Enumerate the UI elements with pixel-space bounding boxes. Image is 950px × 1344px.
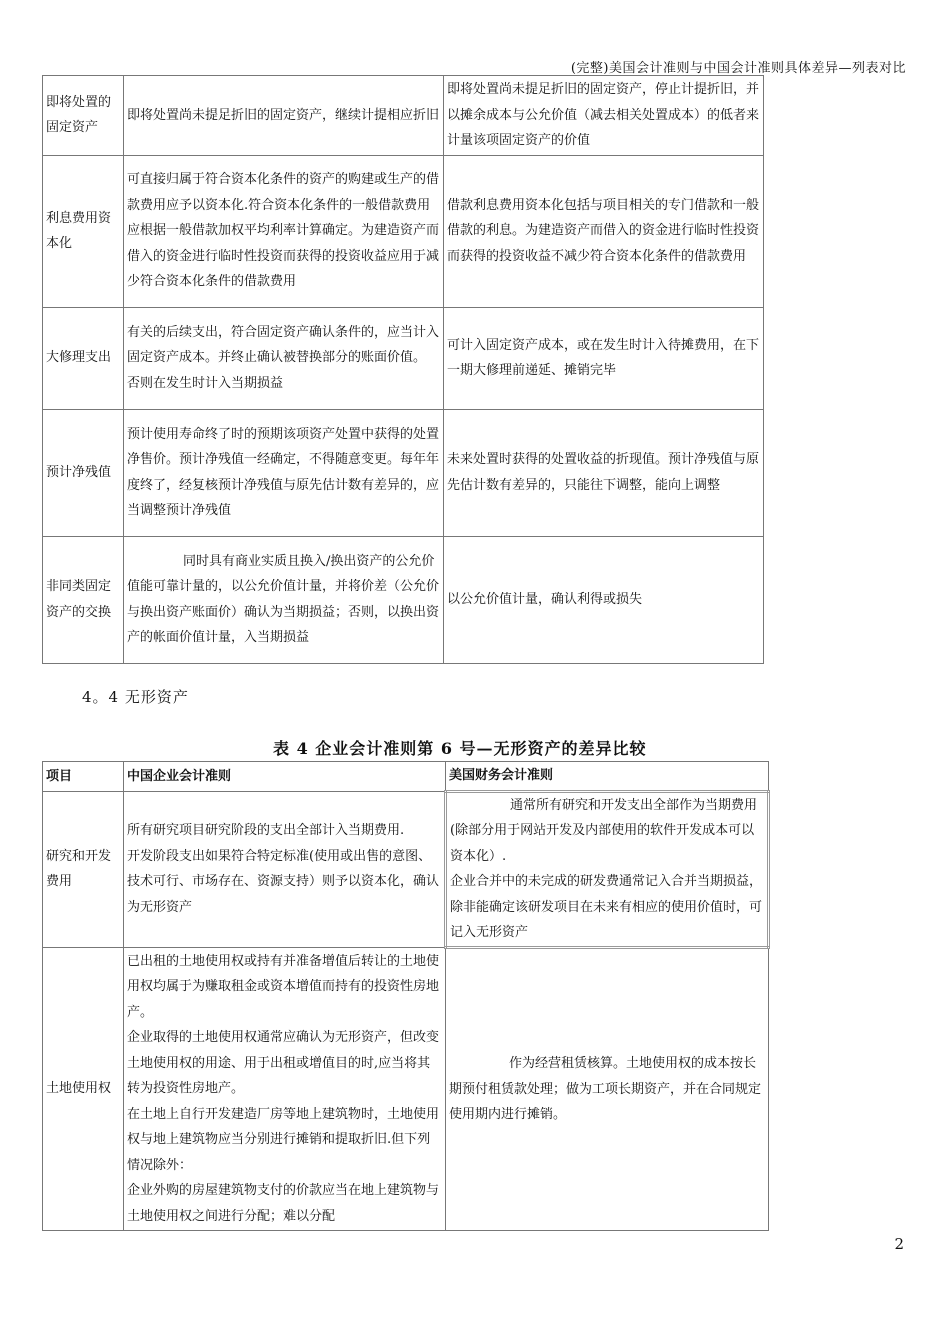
cn-paragraph: 否则在发生时计入当期损益 xyxy=(127,375,284,391)
cn-paragraph: 在土地上自行开发建造厂房等地上建筑物时，土地使用权与地上建筑物应当分别进行摊销和提取折旧.但下列情况除外： xyxy=(127,1106,440,1173)
running-title: (完整)美国会计准则与中国会计准则具体差异—列表对比 xyxy=(570,61,906,76)
cn-paragraph: 所有研究项目研究阶段的支出全部计入当期费用. xyxy=(127,823,405,838)
table-row xyxy=(43,155,764,307)
cn-paragraph: 企业取得的土地使用权通常应确认为无形资产，但改变土地使用权的用途、用于出租或增值目的时,应当将其转为投资性房地产。 xyxy=(127,1030,440,1096)
column-header-item: 项目 xyxy=(43,762,124,792)
table-row xyxy=(43,307,764,409)
cn-paragraph: 开发阶段支出如果符合特定标准(使用或出售的意图、技术可行、市场存在、资源支持）则予以资本化，确认为无形资产 xyxy=(127,848,440,915)
us-paragraph: 作为经营租赁核算。土地使用权的成本按长期预付租赁款处理；做为工项长期资产，并在合同规定使用期内进行摊销。 xyxy=(449,1056,762,1122)
us-standard-cell xyxy=(446,947,769,1231)
table-caption: 表 4 企业会计准则第 6 号—无形资产的差异比较 xyxy=(273,739,647,758)
row-item-label: 土地使用权 xyxy=(43,947,124,1231)
us-paragraph: 企业合并中的未完成的研发费通常记入合并当期损益，除非能确定该研发项目在未来有相应的使用价值时，可记入无形资产 xyxy=(450,874,763,940)
row-item-label: 即将处置的固定资产 xyxy=(43,76,124,156)
cn-standard-cell: 即将处置尚未提足折旧的固定资产，继续计提相应折旧 xyxy=(124,76,444,156)
us-standard-cell: 以公允价值计量，确认利得或损失 xyxy=(444,536,764,663)
cn-paragraph: 有关的后续支出，符合固定资产确认条件的，应当计入固定资产成本。并终止确认被替换部分的账面价值。 xyxy=(127,324,440,366)
table-row xyxy=(43,536,764,663)
us-standard-cell: 未来处置时获得的处置收益的折现值。预计净残值与原先估计数有差异的，只能往下调整，能向上调整 xyxy=(444,409,764,536)
table-row xyxy=(43,791,769,947)
row-item-label: 非同类固定资产的交换 xyxy=(43,536,124,663)
column-header-us: 美国财务会计准则 xyxy=(446,762,769,792)
cn-standard-cell xyxy=(124,947,446,1231)
us-standard-cell: 可计入固定资产成本，或在发生时计入待摊费用，在下一期大修理前递延、摊销完毕 xyxy=(444,307,764,409)
page-number: 2 xyxy=(894,1235,904,1253)
table-row xyxy=(43,947,769,1231)
row-item-label: 预计净残值 xyxy=(43,409,124,536)
cn-standard-cell xyxy=(124,791,446,947)
cn-paragraph: 同时具有商业实质且换入/换出资产的公允价值能可靠计量的，以公允价值计量，并将价差（公允价与换出资产账面价）确认为当期损益；否则，以换出资产的帐面价值计量，入当期损益 xyxy=(127,553,440,645)
fixed-assets-comparison-table xyxy=(42,75,764,664)
table-row xyxy=(43,409,764,536)
row-item-label: 大修理支出 xyxy=(43,307,124,409)
section-heading: 4。4 无形资产 xyxy=(82,688,189,706)
table-header-row xyxy=(43,762,769,792)
table-row xyxy=(43,76,764,156)
column-header-cn: 中国企业会计准则 xyxy=(124,762,446,792)
us-standard-cell: 借款利息费用资本化包括与项目相关的专门借款和一般借款的利息。为建造资产而借入的资金进行临时性投资而获得的投资收益不减少符合资本化条件的借款费用 xyxy=(444,155,764,307)
cn-standard-cell xyxy=(124,536,444,663)
cn-paragraph: 已出租的土地使用权或持有并准备增值后转让的土地使用权均属于为赚取租金或资本增值而持有的投资性房地产。 xyxy=(127,953,440,1020)
cn-standard-cell xyxy=(124,307,444,409)
cn-standard-cell: 可直接归属于符合资本化条件的资产的购建或生产的借款费用应予以资本化.符合资本化条件的一般借款费用应根据一般借款加权平均利率计算确定。为建造资产而借入的资金进行临时性投资而获得的投资收益应用于减少符合资本化条件的借款费用 xyxy=(124,155,444,307)
cn-paragraph: 企业外购的房屋建筑物支付的价款应当在地上建筑物与土地使用权之间进行分配；难以分配 xyxy=(127,1183,440,1224)
cn-standard-cell: 预计使用寿命终了时的预期该项资产处置中获得的处置净售价。预计净残值一经确定，不得随意变更。每年年度终了，经复核预计净残值与原先估计数有差异的，应当调整预计净残值 xyxy=(124,409,444,536)
us-paragraph: 通常所有研究和开发支出全部作为当期费用(除部分用于网站开发及内部使用的软件开发成本可以资本化）. xyxy=(450,797,758,864)
us-standard-cell: 即将处置尚未提足折旧的固定资产，停止计提折旧，并以摊余成本与公允价值（减去相关处置成本）的低者来计量该项固定资产的价值 xyxy=(444,76,764,156)
row-item-label: 利息费用资本化 xyxy=(43,155,124,307)
us-standard-cell xyxy=(446,791,769,947)
intangible-assets-comparison-table xyxy=(42,761,770,1231)
row-item-label: 研究和开发费用 xyxy=(43,791,124,947)
